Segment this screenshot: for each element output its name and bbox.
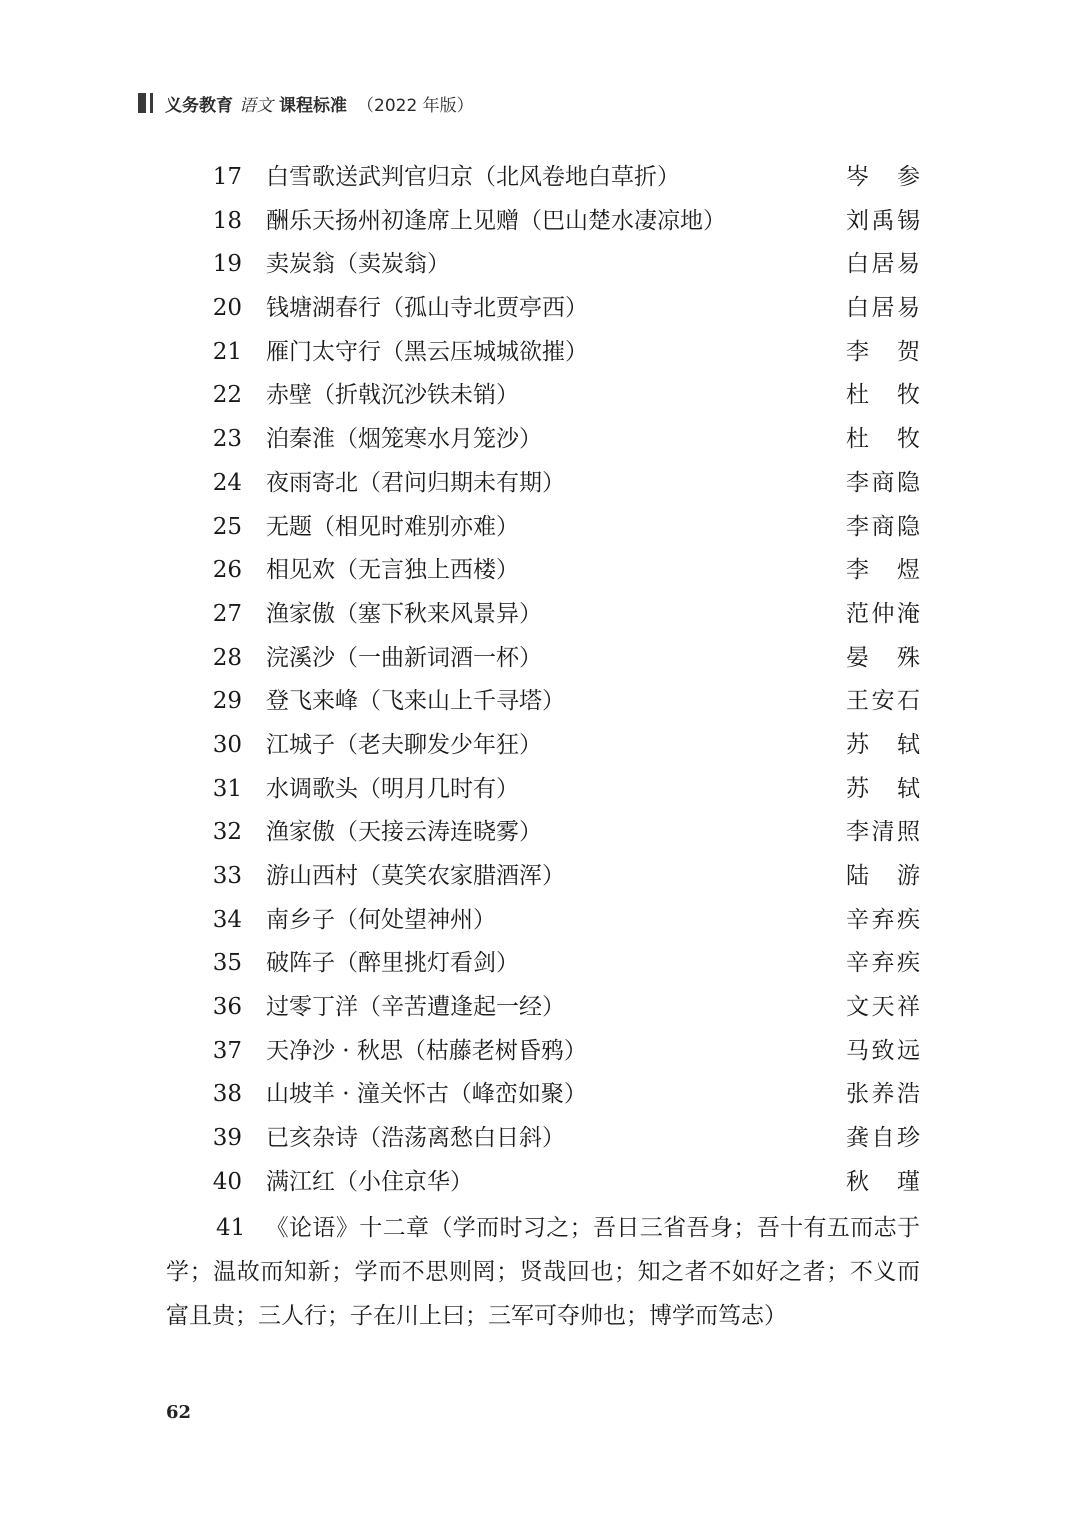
poem-number: 28 xyxy=(212,644,242,671)
header-part-3: 课程标准 xyxy=(279,95,347,116)
poem-row xyxy=(0,986,1086,1030)
poem-row xyxy=(0,942,1086,986)
poem-author: 辛弃疾 xyxy=(846,906,920,933)
poem-author: 杜 牧 xyxy=(846,426,920,453)
poem-title: 江城子（老夫聊发少年狂） xyxy=(266,731,542,758)
poem-number: 19 xyxy=(212,251,242,278)
poem-number: 21 xyxy=(212,338,242,365)
poem-number: 36 xyxy=(212,994,242,1021)
poem-title: 夜雨寄北（君问归期未有期） xyxy=(266,469,565,496)
poem-author: 杜 牧 xyxy=(846,382,920,409)
entry-41-text: 《论语》十二章（学而时习之；吾日三省吾身；吾十有五而志于学；温故而知新；学而不思则罔；贤哉回也；知之者不如好之者；不义而富且贵；三人行；子在川上曰；三军可夺帅也；博学而笃志） xyxy=(166,1215,920,1329)
poem-title: 渔家傲（天接云涛连晓雾） xyxy=(266,819,542,846)
header-part-1: 义务教育 xyxy=(165,95,233,116)
poem-row xyxy=(0,593,1086,637)
poem-number: 37 xyxy=(212,1037,242,1064)
poem-title: 已亥杂诗（浩荡离愁白日斜） xyxy=(266,1125,565,1152)
poem-author: 李商隐 xyxy=(846,469,920,496)
poem-number: 29 xyxy=(212,688,242,715)
poem-title: 南乡子（何处望神州） xyxy=(266,906,496,933)
poem-author: 马致远 xyxy=(846,1037,920,1064)
poem-number: 22 xyxy=(212,382,242,409)
poem-number: 24 xyxy=(212,469,242,496)
poem-row xyxy=(0,1073,1086,1117)
poem-number: 35 xyxy=(212,950,242,977)
poem-number: 20 xyxy=(212,295,242,322)
poem-row xyxy=(0,243,1086,287)
poem-row xyxy=(0,506,1086,550)
poem-number: 38 xyxy=(212,1081,242,1108)
poem-number: 27 xyxy=(212,600,242,627)
poem-title: 雁门太守行（黑云压城城欲摧） xyxy=(266,338,588,365)
poem-row xyxy=(0,1117,1086,1161)
poem-author: 秋 瑾 xyxy=(846,1168,920,1195)
poem-row xyxy=(0,462,1086,506)
header-part-2: 语文 xyxy=(239,95,273,116)
poem-title: 卖炭翁（卖炭翁） xyxy=(266,251,450,278)
poem-row xyxy=(0,287,1086,331)
poem-number: 31 xyxy=(212,775,242,802)
poem-title: 白雪歌送武判官归京（北风卷地白草折） xyxy=(266,164,680,190)
poem-row xyxy=(0,549,1086,593)
poem-author: 李 煜 xyxy=(846,557,920,584)
poem-row xyxy=(0,156,1086,200)
poem-row xyxy=(0,855,1086,899)
poem-row xyxy=(0,374,1086,418)
poem-number: 30 xyxy=(212,731,242,758)
poem-title: 无题（相见时难别亦难） xyxy=(266,513,519,540)
poem-title: 满江红（小住京华） xyxy=(266,1168,473,1195)
poem-author: 龚自珍 xyxy=(846,1125,920,1152)
header-bar-marks xyxy=(138,93,153,113)
poem-title: 山坡羊 · 潼关怀古（峰峦如聚） xyxy=(266,1081,587,1108)
poem-row xyxy=(0,418,1086,462)
poem-author: 陆 游 xyxy=(846,863,920,889)
poem-title: 赤壁（折戟沉沙铁未销） xyxy=(266,382,519,409)
poem-title: 游山西村（莫笑农家腊酒浑） xyxy=(266,863,565,889)
header-title xyxy=(165,91,474,116)
header-mark-thick xyxy=(138,93,146,113)
poem-author: 范仲淹 xyxy=(846,600,920,627)
entry-41 xyxy=(166,1206,920,1338)
poem-title: 钱塘湖春行（孤山寺北贾亭西） xyxy=(266,295,588,322)
header-mark-thin xyxy=(150,93,153,113)
poem-author: 李商隐 xyxy=(846,513,920,540)
poem-number: 23 xyxy=(212,426,242,453)
page-number: 62 xyxy=(166,1402,192,1423)
poem-author: 辛弃疾 xyxy=(846,950,920,977)
poem-row xyxy=(0,637,1086,681)
poem-title: 水调歌头（明月几时有） xyxy=(266,775,519,802)
poem-row xyxy=(0,899,1086,943)
poem-author: 岑 参 xyxy=(846,164,920,190)
poem-row xyxy=(0,1030,1086,1074)
poem-number: 40 xyxy=(212,1168,242,1195)
poem-title: 相见欢（无言独上西楼） xyxy=(266,557,519,584)
poem-author: 李 贺 xyxy=(846,338,920,365)
poem-title: 破阵子（醉里挑灯看剑） xyxy=(266,950,519,977)
poem-row xyxy=(0,811,1086,855)
poem-number: 17 xyxy=(212,164,242,190)
poem-author: 晏 殊 xyxy=(846,644,920,671)
poem-row xyxy=(0,200,1086,244)
poem-author: 苏 轼 xyxy=(846,731,920,758)
poem-title: 登飞来峰（飞来山上千寻塔） xyxy=(266,688,565,715)
poem-row xyxy=(0,1161,1086,1205)
poem-number: 39 xyxy=(212,1125,242,1152)
poem-author: 王安石 xyxy=(846,688,920,715)
poem-row xyxy=(0,331,1086,375)
poem-title: 酬乐天扬州初逢席上见赠（巴山楚水凄凉地） xyxy=(266,207,726,234)
poem-number: 34 xyxy=(212,906,242,933)
poem-author: 苏 轼 xyxy=(846,775,920,802)
poem-author: 李清照 xyxy=(846,819,920,846)
poem-title: 渔家傲（塞下秋来风景异） xyxy=(266,600,542,627)
poem-author: 文天祥 xyxy=(846,994,920,1021)
poem-number: 32 xyxy=(212,819,242,846)
poem-row xyxy=(0,768,1086,812)
poem-title: 过零丁洋（辛苦遭逢起一经） xyxy=(266,994,565,1021)
poem-number: 26 xyxy=(212,557,242,584)
poem-author: 张养浩 xyxy=(846,1081,920,1108)
poem-author: 白居易 xyxy=(846,251,920,278)
entry-41-number: 41 xyxy=(216,1215,246,1241)
poem-title: 天净沙 · 秋思（枯藤老树昏鸦） xyxy=(266,1037,587,1064)
poem-row xyxy=(0,680,1086,724)
poem-author: 白居易 xyxy=(846,295,920,322)
poem-title: 泊秦淮（烟笼寒水月笼沙） xyxy=(266,426,542,453)
poem-number: 25 xyxy=(212,513,242,540)
poem-author: 刘禹锡 xyxy=(846,207,920,234)
poem-title: 浣溪沙（一曲新词酒一杯） xyxy=(266,644,542,671)
poem-number: 18 xyxy=(212,207,242,234)
header-edition: （2022 年版） xyxy=(357,95,474,116)
poem-row xyxy=(0,724,1086,768)
poem-list xyxy=(0,156,1086,1205)
poem-number: 33 xyxy=(212,863,242,889)
running-header xyxy=(138,90,474,116)
